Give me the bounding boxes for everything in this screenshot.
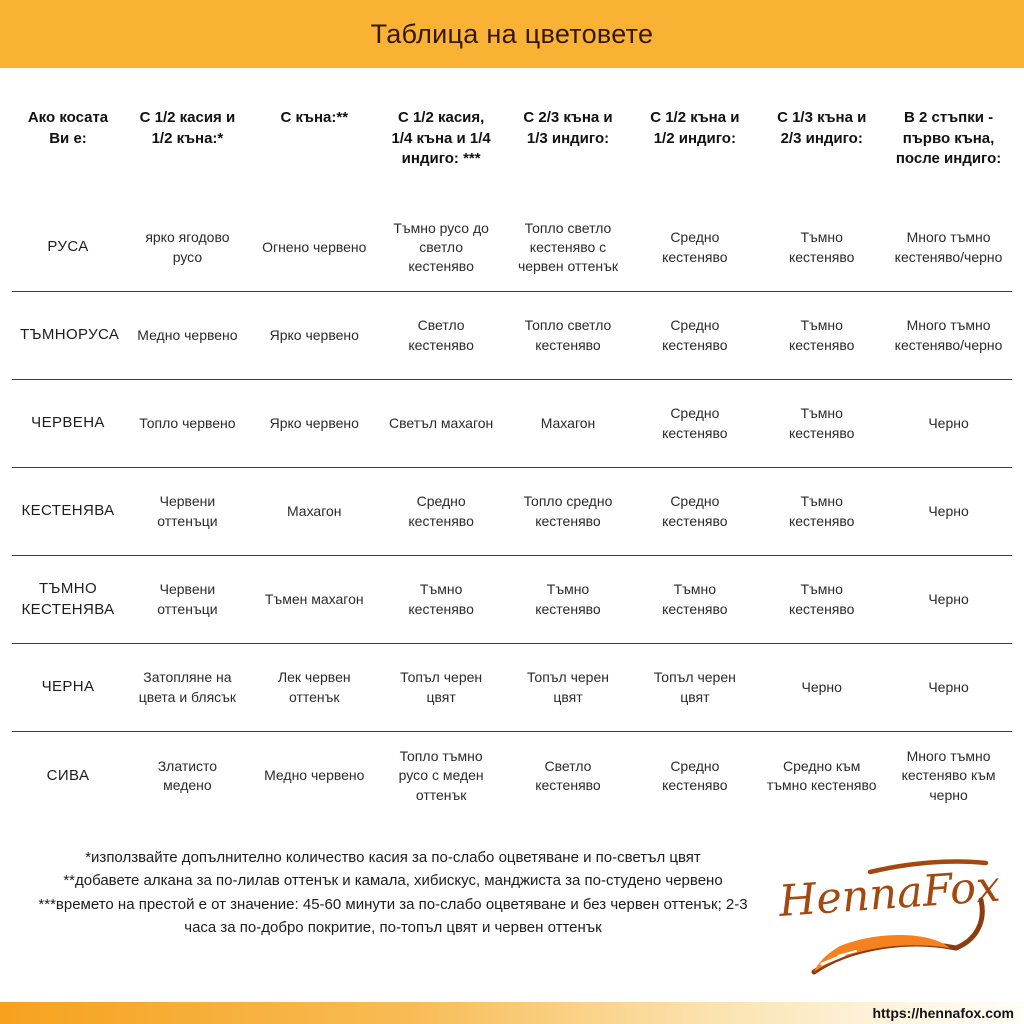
- table-row: [12, 292, 1012, 380]
- table-cell: Черно: [801, 678, 842, 695]
- table-cell: Средно кестеняво: [662, 317, 728, 353]
- title-banner: [0, 0, 1024, 68]
- column-header: Ако косата Ви е:: [27, 109, 109, 147]
- table-cell: Топъл черен цвят: [526, 669, 609, 705]
- table-cell: Средно кестеняво: [662, 493, 728, 529]
- table-cell: Средно кестеняво: [408, 493, 474, 529]
- footer-url[interactable]: https://hennafox.com: [872, 1005, 1014, 1021]
- row-label: СИВА: [46, 766, 90, 784]
- table-cell: Ярко червено: [269, 326, 359, 343]
- table-cell: Топъл черен цвят: [400, 669, 483, 705]
- table-cell: Тъмно кестеняво: [535, 581, 601, 617]
- table-cell: ярко ягодово русо: [145, 229, 230, 265]
- hennafox-logo-graphic: [778, 850, 1006, 990]
- table-cell: Медно червено: [264, 767, 365, 784]
- table-row: [12, 644, 1012, 732]
- footnote-line: ***времето на престой е от значение: 45-60 минути за по-слабо оцветяване и без червен оттенък; 2-3 часа за по-добро покритие, по-топъл цвят и червен оттенък: [38, 895, 748, 936]
- column-header: С 1/2 касия и 1/2 къна:*: [139, 109, 236, 147]
- row-label: КЕСТЕНЯВА: [21, 502, 115, 520]
- table-cell: Лек червен оттенък: [277, 669, 351, 705]
- footnote-line: **добавете алкана за по-лилав оттенък и камала, хибискус, манджиста за по-студено червено: [63, 872, 723, 890]
- table-cell: Топло светло кестеняво: [524, 317, 612, 353]
- row-label: ТЪМНОРУСА: [20, 326, 120, 344]
- table-cell: Светло кестеняво: [408, 317, 474, 353]
- table-cell: Много тъмно кестеняво към черно: [901, 748, 996, 803]
- table-cell: Махагон: [286, 502, 342, 519]
- column-header: В 2 стъпки - първо къна, после индиго:: [895, 109, 1002, 168]
- table-cell: Затопляне на цвета и блясък: [138, 669, 237, 705]
- table-cell: Топло тъмно русо с меден оттенък: [398, 748, 484, 803]
- table-cell: Средно към тъмно кестеняво: [766, 757, 877, 793]
- table-cell: Топъл черен цвят: [653, 669, 736, 705]
- table-row: [12, 468, 1012, 556]
- table-cell: Тъмно кестеняво: [788, 581, 855, 617]
- table-cell: Тъмно кестеняво: [788, 405, 855, 441]
- color-table: [12, 108, 1012, 820]
- column-header: С къна:**: [280, 109, 349, 126]
- column-header: С 2/3 къна и 1/3 индиго:: [523, 109, 613, 147]
- table-cell: Ярко червено: [269, 414, 359, 431]
- table-row: [12, 732, 1012, 820]
- table-row: [12, 380, 1012, 468]
- logo-wordmark: HennaFox: [778, 861, 1002, 927]
- table-row: [12, 556, 1012, 644]
- table-cell: Тъмно кестеняво: [408, 581, 474, 617]
- row-label: ЧЕРНА: [41, 678, 95, 696]
- table-cell: Черно: [928, 502, 969, 519]
- table-cell: Средно кестеняво: [662, 229, 728, 265]
- column-header: С 1/2 касия, 1/4 къна и 1/4 индиго: ***: [391, 109, 491, 168]
- table-cell: Светъл махагон: [388, 414, 494, 431]
- row-label: ТЪМНО КЕСТЕНЯВА: [21, 579, 115, 618]
- table-cell: Топло средно кестеняво: [523, 493, 613, 529]
- table-cell: Тъмно кестеняво: [788, 229, 855, 265]
- table-cell: Много тъмно кестеняво/черно: [894, 229, 1003, 265]
- table-area: [0, 68, 1024, 820]
- table-cell: Черно: [928, 678, 969, 695]
- table-cell: Светло кестеняво: [535, 757, 601, 793]
- table-cell: Много тъмно кестеняво/черно: [894, 317, 1003, 353]
- table-row: [12, 204, 1012, 292]
- table-cell: Тъмно русо до светло кестеняво: [393, 219, 489, 275]
- table-cell: Тъмно кестеняво: [662, 581, 728, 617]
- hennafox-logo: [778, 850, 1006, 990]
- row-label: ЧЕРВЕНА: [31, 414, 105, 432]
- column-header: С 1/2 къна и 1/2 индиго:: [650, 109, 740, 147]
- table-cell: Черно: [928, 414, 969, 431]
- table-cell: Средно кестеняво: [662, 405, 728, 441]
- table-cell: Червени оттенъци: [157, 493, 218, 529]
- header-row: [12, 108, 1012, 204]
- table-cell: Медно червено: [137, 326, 238, 343]
- table-cell: Тъмно кестеняво: [788, 317, 855, 353]
- table-cell: Червени оттенъци: [157, 581, 218, 617]
- table-cell: Топло червено: [139, 414, 236, 431]
- footnotes: [28, 846, 758, 939]
- table-cell: Тъмен махагон: [264, 590, 364, 607]
- column-header: С 1/3 къна и 2/3 индиго:: [777, 109, 867, 147]
- footer-bar: [0, 1002, 1024, 1024]
- table-cell: Топло светло кестеняво с червен оттенък: [517, 219, 619, 275]
- table-cell: Златисто медено: [157, 757, 218, 793]
- table-cell: Огнено червено: [262, 238, 367, 255]
- row-label: РУСА: [47, 238, 89, 256]
- table-cell: Средно кестеняво: [662, 757, 728, 793]
- table-cell: Тъмно кестеняво: [788, 493, 855, 529]
- table-cell: Черно: [928, 590, 969, 607]
- footnote-line: *използвайте допълнително количество касия за по-слабо оцветяване и по-светъл цвят: [85, 849, 701, 866]
- table-cell: Махагон: [540, 414, 596, 431]
- page-title: Таблица на цветовете: [370, 18, 654, 49]
